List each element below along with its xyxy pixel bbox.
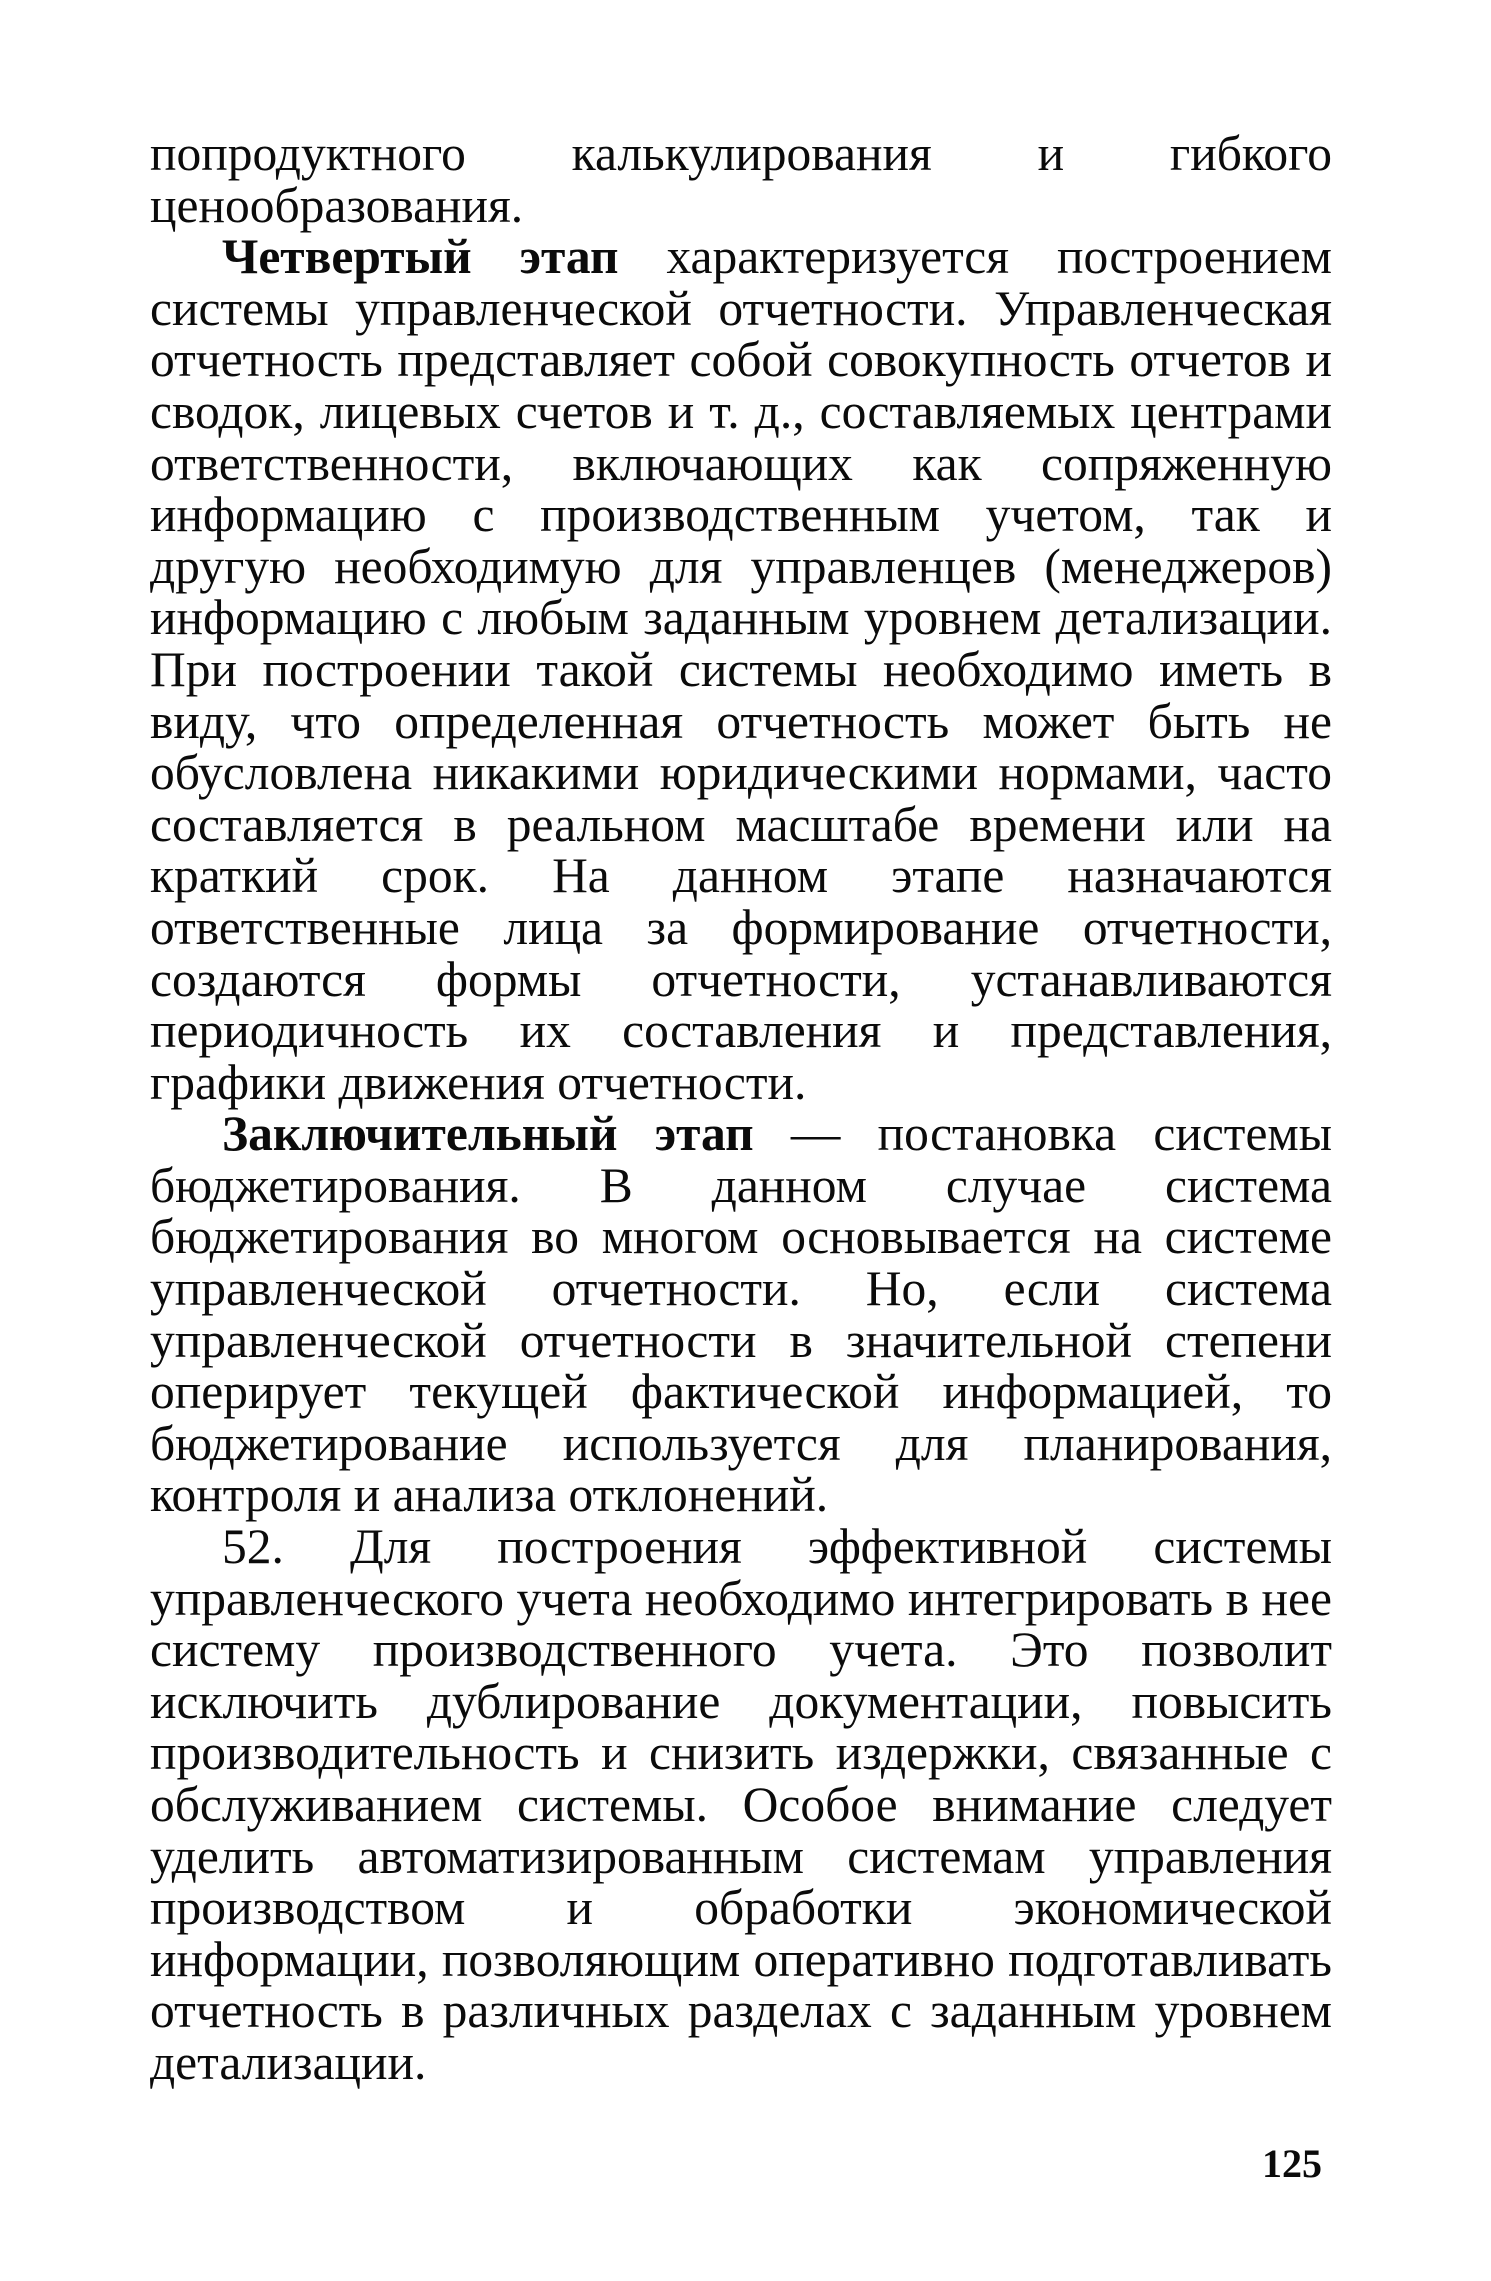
paragraph-continuation [150,128,1332,231]
page-number: 125 [1262,2141,1322,2186]
paragraph-text: 52. Для построения эффективной системы управленческого учета необходимо интегрировать в нее систему производственного учета. Это позволит исключить дублирование документации, повысить производительность и снизить издержки, связанные с обслуживанием системы. Особое внимание следует уделить автоматизированным системам управления производством и обработки экономической информации, позволяющим оперативно подготавливать отчетность в различных разделах с заданным уровнем детализации. [150,1519,1332,2090]
paragraph-text: характеризуется построением системы управленческой отчетности. Управленческая отчетность представляет собой совокупность отчетов и сводок, лицевых счетов и т. д., составляемых центрами ответственности, включающих как сопряженную информацию с производственным учетом, так и другую необходимую для управленцев (менеджеров) информацию с любым заданным уровнем детализации. При построении такой системы необходимо иметь в виду, что определенная отчетность может быть не обусловлена никакими юридическими нормами, часто составляется в реальном масштабе времени или на краткий срок. На данном этапе назначаются ответственные лица за формирование отчетности, создаются формы отчетности, устанавливаются периодичность их составления и представления, графики движения отчетности. [150,229,1332,1110]
paragraph-lead-bold: Заключительный этап [222,1106,754,1162]
paragraph-fourth-stage [150,231,1332,1108]
paragraph-text: — постановка системы бюджетирования. В данном случае система бюджетирования во многом основывается на системе управленческой отчетности. Но, если система управленческой отчетности в значительной степени оперирует текущей фактической информацией, то бюджетирование используется для планирования, контроля и анализа отклонений. [150,1106,1332,1523]
paragraph-lead-bold: Четвертый этап [222,229,619,285]
paragraph-item-52 [150,1521,1332,2089]
paragraph-text: попродуктного калькулирования и гибкого ценообразования. [150,126,1332,233]
page-text [150,128,1332,2089]
paragraph-final-stage [150,1108,1332,1521]
